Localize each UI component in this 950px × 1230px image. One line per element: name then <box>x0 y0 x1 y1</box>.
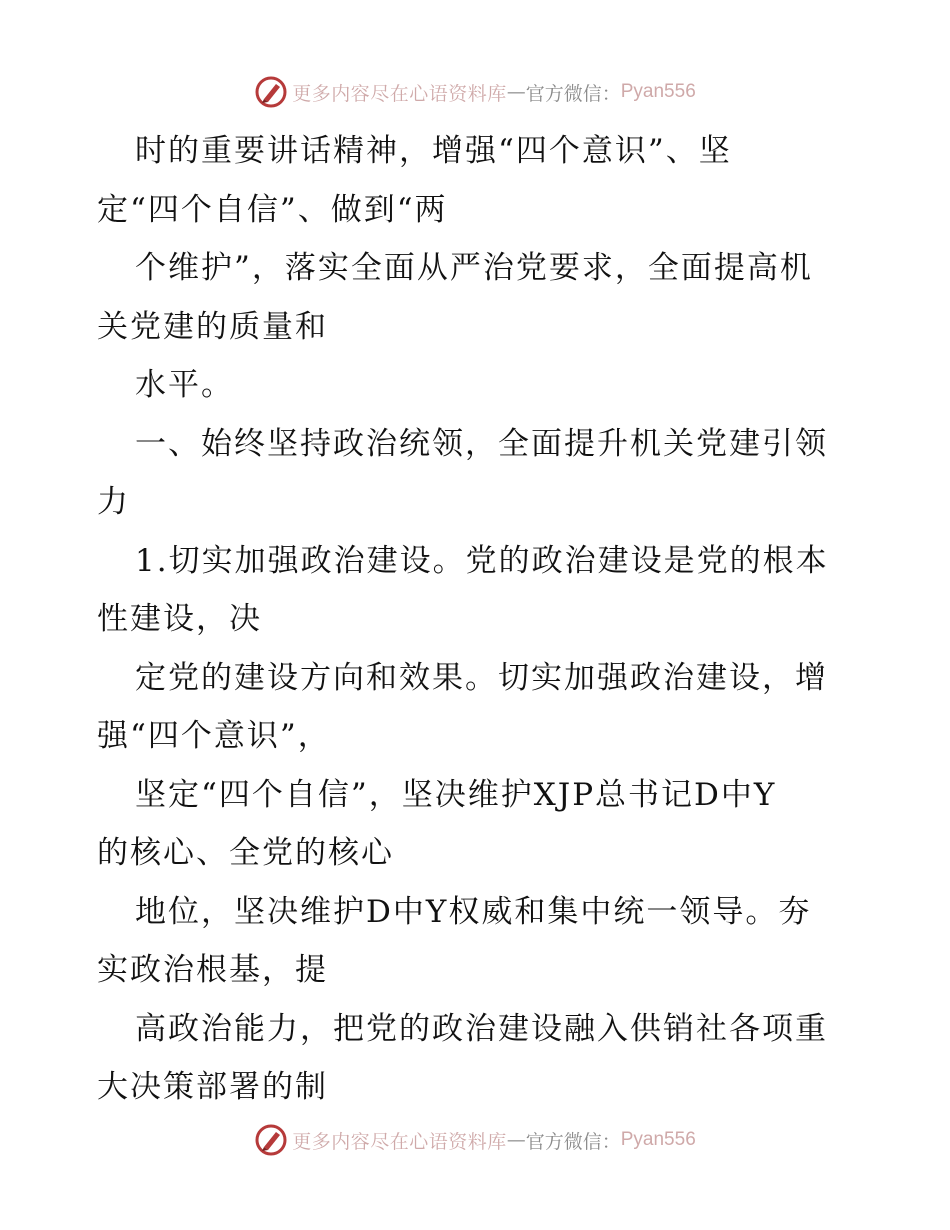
watermark-text: 更多内容尽在心语资料库 <box>292 82 507 105</box>
text-line: 关党建的质量和 <box>97 308 328 345</box>
text-line: 实政治根基，提 <box>97 952 328 988</box>
watermark-wechat-label: 官方微信： <box>525 82 621 105</box>
text-line: 大决策部署的制 <box>97 1069 328 1105</box>
watermark-separator: — <box>506 81 526 103</box>
text-line: 定“四个自信”、做到“两 <box>97 191 448 228</box>
watermark-text: 更多内容尽在心语资料库 <box>292 1130 507 1153</box>
watermark-separator: — <box>506 1129 526 1151</box>
text-line: 1.切实加强政治建设。党的政治建设是党的根本 <box>135 542 829 579</box>
watermark-wechat-label: 官方微信： <box>525 1130 621 1153</box>
watermark-wechat-id: Pyan556 <box>620 81 696 102</box>
text-line: 个维护”，落实全面从严治党要求，全面提高机 <box>135 250 813 286</box>
watermark-banner-bottom <box>0 1120 950 1160</box>
pen-logo-icon <box>254 75 288 109</box>
section-heading: 一、始终坚持政治统领，全面提升机关党建引领 <box>135 425 828 462</box>
text-line: 性建设，决 <box>97 601 262 637</box>
text-line: 时的重要讲话精神，增强“四个意识”、坚 <box>135 133 732 169</box>
text-line: 高政治能力，把党的政治建设融入供销社各项重 <box>135 1010 828 1047</box>
section-heading-cont: 力 <box>97 484 130 520</box>
text-line: 地位，坚决维护D中Y权威和集中统一领导。夯 <box>135 893 812 930</box>
text-line: 定党的建设方向和效果。切实加强政治建设，增 <box>135 659 828 696</box>
text-line: 的核心、全党的核心 <box>97 835 394 871</box>
text-line: 水平。 <box>135 367 234 403</box>
text-line: 强“四个意识”， <box>97 718 331 754</box>
pen-logo-icon <box>254 1123 288 1157</box>
text-line: 坚定“四个自信”，坚决维护XJP总书记D中Y <box>135 776 777 813</box>
watermark-banner-top <box>0 72 950 112</box>
watermark-wechat-id: Pyan556 <box>620 1129 696 1150</box>
document-body <box>97 122 857 1117</box>
